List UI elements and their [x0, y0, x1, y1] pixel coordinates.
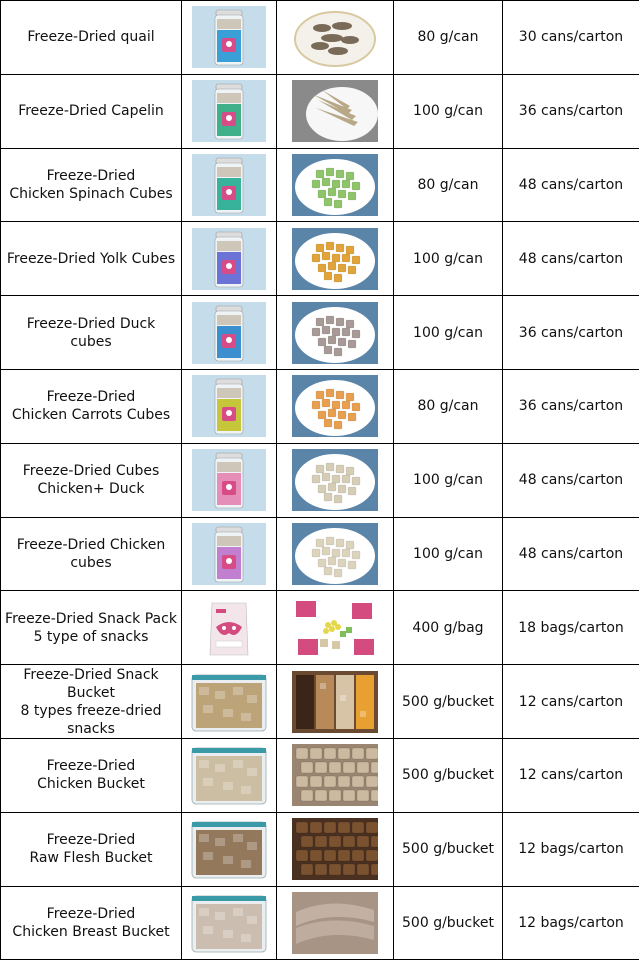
net-weight: 500 g/bucket [394, 738, 503, 812]
net-weight: 80 g/can [394, 148, 503, 222]
product-photo-cell [277, 296, 394, 370]
product-name-cell [1, 148, 182, 222]
product-name-cell [1, 74, 182, 148]
product-name-cell [1, 517, 182, 591]
product-photo [281, 818, 389, 880]
packing-quantity: 12 bags/carton [503, 886, 639, 960]
product-photo-cell [277, 738, 394, 812]
table-row [1, 738, 639, 812]
product-name-cell [1, 812, 182, 886]
product-photo-cell [277, 1, 394, 75]
packing-quantity: 12 cans/carton [503, 665, 639, 739]
packing-quantity: 12 cans/carton [503, 738, 639, 812]
table-row [1, 517, 639, 591]
table-row [1, 369, 639, 443]
package-image [186, 744, 272, 806]
package-image-cell [182, 812, 277, 886]
product-name: Freeze-Dried Chicken Spinach Cubes [9, 167, 173, 202]
table-row [1, 1, 639, 75]
product-photo-cell [277, 886, 394, 960]
table-row [1, 812, 639, 886]
product-name-cell [1, 296, 182, 370]
product-photo-cell [277, 369, 394, 443]
net-weight: 400 g/bag [394, 591, 503, 665]
product-photo-cell [277, 74, 394, 148]
package-image [186, 818, 272, 880]
product-name-cell [1, 1, 182, 75]
table-row [1, 74, 639, 148]
packing-quantity: 48 cans/carton [503, 517, 639, 591]
table-row [1, 296, 639, 370]
product-name-cell [1, 665, 182, 739]
product-name: Freeze-Dried Chicken Bucket [37, 758, 145, 793]
net-weight: 500 g/bucket [394, 886, 503, 960]
table-row [1, 665, 639, 739]
package-image [186, 154, 272, 216]
packing-quantity: 18 bags/carton [503, 591, 639, 665]
table-row [1, 591, 639, 665]
product-name-cell [1, 886, 182, 960]
packing-quantity: 12 bags/carton [503, 812, 639, 886]
net-weight: 500 g/bucket [394, 665, 503, 739]
product-name: Freeze-Dried Raw Flesh Bucket [29, 832, 153, 867]
product-photo [281, 892, 389, 954]
net-weight: 500 g/bucket [394, 812, 503, 886]
packing-quantity: 48 cans/carton [503, 148, 639, 222]
product-photo-cell [277, 665, 394, 739]
packing-quantity: 48 cans/carton [503, 222, 639, 296]
product-photo [281, 375, 389, 437]
package-image-cell [182, 591, 277, 665]
product-name: Freeze-Dried Chicken cubes [16, 536, 166, 571]
packing-quantity: 30 cans/carton [503, 1, 639, 75]
package-image-cell [182, 738, 277, 812]
product-photo [281, 449, 389, 511]
package-image [186, 523, 272, 585]
package-image [186, 80, 272, 142]
product-name: Freeze-Dried Chicken Breast Bucket [12, 905, 170, 940]
product-name-cell [1, 443, 182, 517]
product-photo [281, 302, 389, 364]
product-photo-cell [277, 222, 394, 296]
product-photo-cell [277, 148, 394, 222]
product-photo [281, 597, 389, 659]
product-photo [281, 671, 389, 733]
package-image [186, 597, 272, 659]
product-photo [281, 744, 389, 806]
product-photo [281, 523, 389, 585]
package-image [186, 302, 272, 364]
product-name-cell [1, 369, 182, 443]
product-name: Freeze-Dried Capelin [18, 103, 164, 120]
package-image-cell [182, 296, 277, 370]
package-image-cell [182, 886, 277, 960]
net-weight: 100 g/can [394, 74, 503, 148]
package-image [186, 375, 272, 437]
package-image [186, 6, 272, 68]
package-image-cell [182, 369, 277, 443]
package-image [186, 228, 272, 290]
package-image [186, 892, 272, 954]
package-image-cell [182, 148, 277, 222]
product-name: Freeze-Dried Chicken Carrots Cubes [11, 389, 171, 424]
net-weight: 80 g/can [394, 369, 503, 443]
product-name: Freeze-Dried Cubes Chicken+ Duck [22, 463, 160, 498]
packing-quantity: 48 cans/carton [503, 443, 639, 517]
product-name: Freeze-Dried Yolk Cubes [6, 250, 176, 267]
product-photo-cell [277, 517, 394, 591]
product-name-cell [1, 738, 182, 812]
product-name-cell [1, 591, 182, 665]
product-photo [281, 228, 389, 290]
package-image-cell [182, 222, 277, 296]
product-name: Freeze-Dried Duck cubes [26, 315, 156, 350]
product-photo-cell [277, 812, 394, 886]
product-name: Freeze-Dried Snack Bucket 8 types freeze-dried snacks [20, 666, 162, 737]
package-image-cell [182, 517, 277, 591]
product-name-cell [1, 222, 182, 296]
product-photo [281, 154, 389, 216]
package-image [186, 449, 272, 511]
package-image-cell [182, 74, 277, 148]
net-weight: 100 g/can [394, 296, 503, 370]
packing-quantity: 36 cans/carton [503, 296, 639, 370]
table-row [1, 148, 639, 222]
net-weight: 100 g/can [394, 517, 503, 591]
table-row [1, 886, 639, 960]
net-weight: 80 g/can [394, 1, 503, 75]
package-image [186, 671, 272, 733]
net-weight: 100 g/can [394, 222, 503, 296]
net-weight: 100 g/can [394, 443, 503, 517]
package-image-cell [182, 1, 277, 75]
product-photo [281, 6, 389, 68]
package-image-cell [182, 443, 277, 517]
product-photo [281, 80, 389, 142]
packing-quantity: 36 cans/carton [503, 74, 639, 148]
product-name: Freeze-Dried quail [27, 29, 155, 46]
product-photo-cell [277, 443, 394, 517]
product-name: Freeze-Dried Snack Pack 5 type of snacks [5, 610, 177, 645]
packing-quantity: 36 cans/carton [503, 369, 639, 443]
package-image-cell [182, 665, 277, 739]
product-photo-cell [277, 591, 394, 665]
table-row [1, 443, 639, 517]
table-row [1, 222, 639, 296]
